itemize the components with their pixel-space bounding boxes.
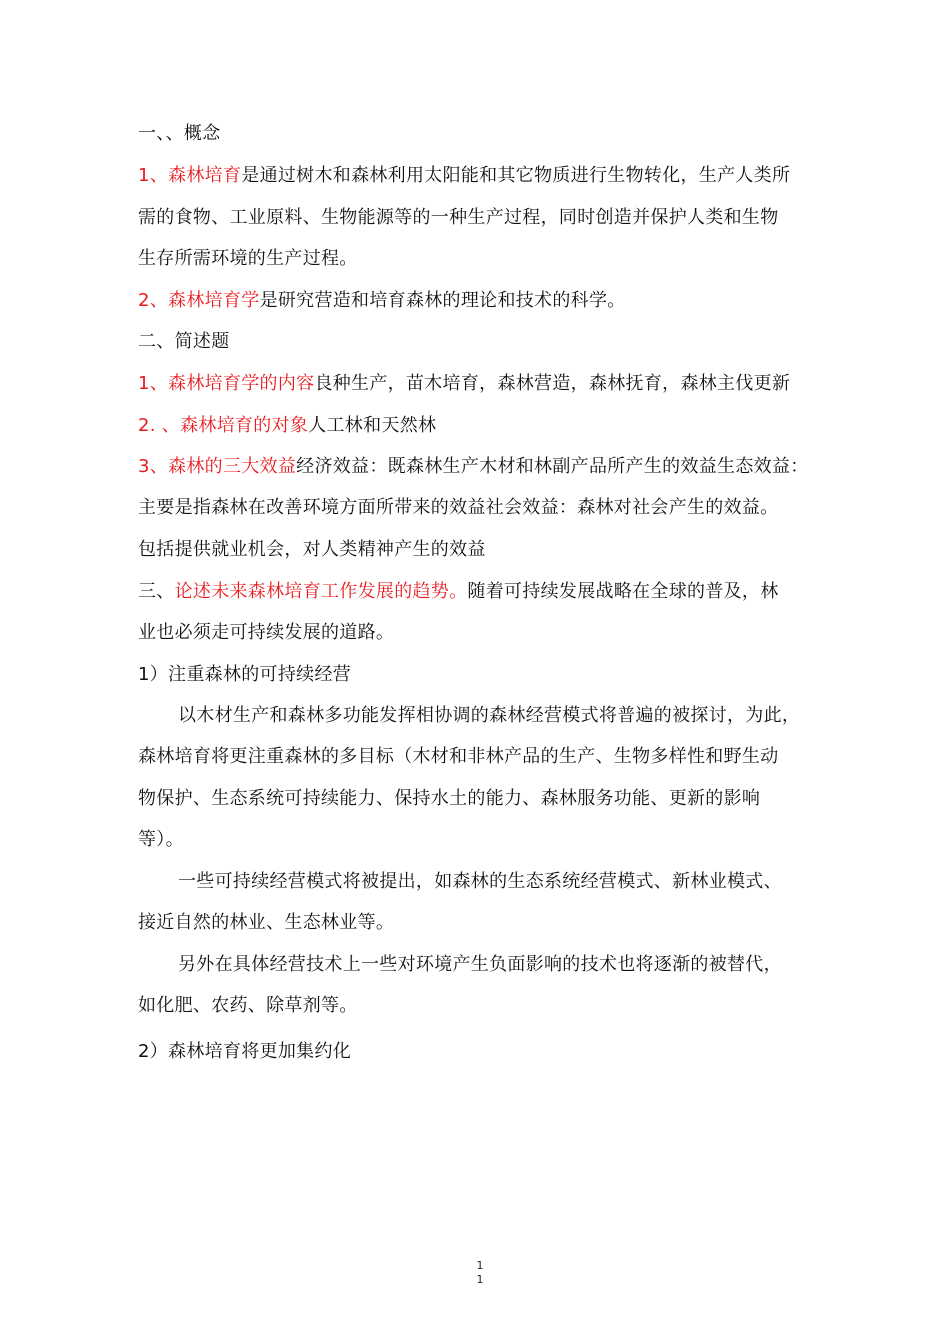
- body-text: 2）森林培育将更加集约化: [138, 1041, 352, 1062]
- paragraph-line: [138, 247, 358, 271]
- body-text: 三、: [138, 581, 175, 602]
- body-text: 主要是指森林在改善环境方面所带来的效益社会效益：森林对社会产生的效益。: [138, 497, 779, 518]
- highlighted-term: 3、森林的三大效益: [138, 456, 297, 477]
- body-text: 是研究营造和培育森林的理论和技术的科学。: [259, 290, 626, 311]
- highlighted-term: 2、森林培育学: [138, 290, 260, 311]
- body-text: 如化肥、农药、除草剂等。: [138, 995, 358, 1016]
- body-text: 生存所需环境的生产过程。: [138, 248, 358, 269]
- body-text: 一些可持续经营模式将被提出，如森林的生态系统经营模式、新林业模式、: [178, 871, 782, 892]
- body-text: 是通过树木和森林利用太阳能和其它物质进行生物转化，生产人类所: [241, 165, 791, 186]
- body-text: 一、、概念: [138, 123, 221, 144]
- paragraph-line: [138, 745, 779, 769]
- page-number-top: 1: [476, 1259, 484, 1272]
- body-text: 业也必须走可持续发展的道路。: [138, 622, 395, 643]
- paragraph-line: [138, 828, 184, 852]
- paragraph-line: [138, 621, 394, 645]
- body-text: 物保护、生态系统可持续能力、保持水土的能力、森林服务功能、更新的影响: [138, 788, 761, 809]
- body-text: 良种生产，苗木培育，森林营造，森林抚育，森林主伐更新: [314, 373, 791, 394]
- body-text: 另外在具体经营技术上一些对环境产生负面影响的技术也将逐渐的被替代，: [178, 954, 782, 975]
- paragraph-line: [138, 414, 436, 438]
- paragraph-line: [178, 870, 782, 894]
- paragraph-line: [138, 206, 779, 230]
- paragraph-line: [178, 953, 782, 977]
- body-text: 以木材生产和森林多功能发挥相协调的森林经营模式将普遍的被探讨，为此，: [178, 705, 801, 726]
- heading-concepts: [138, 122, 221, 146]
- subheading-sustainable: [138, 663, 351, 687]
- highlighted-term: 2. 、森林培育的对象: [138, 415, 309, 436]
- body-text: 包括提供就业机会，对人类精神产生的效益: [138, 539, 486, 560]
- highlighted-term: 1、森林培育学的内容: [138, 373, 315, 394]
- paragraph-line: [138, 289, 626, 313]
- body-text: 随着可持续发展战略在全球的普及，林: [467, 581, 779, 602]
- heading-essay: [138, 580, 779, 604]
- paragraph-line: [178, 704, 800, 728]
- paragraph-line: [138, 496, 779, 520]
- paragraph-line: [138, 164, 790, 188]
- paragraph-line: [138, 911, 394, 935]
- subheading-intensive: [138, 1040, 351, 1064]
- body-text: 接近自然的林业、生态林业等。: [138, 912, 395, 933]
- highlighted-term: 1、森林培育: [138, 165, 242, 186]
- page-number-bottom: 1: [476, 1273, 484, 1286]
- body-text: 人工林和天然林: [308, 415, 437, 436]
- heading-short-answer: [138, 330, 230, 354]
- paragraph-line: [138, 455, 809, 479]
- body-text: 等）。: [138, 829, 184, 850]
- paragraph-line: [138, 994, 358, 1018]
- body-text: 经济效益：既森林生产木材和林副产品所产生的效益生态效益：: [296, 456, 809, 477]
- body-text: 二、简述题: [138, 331, 230, 352]
- body-text: 需的食物、工业原料、生物能源等的一种生产过程，同时创造并保护人类和生物: [138, 207, 779, 228]
- paragraph-line: [138, 538, 486, 562]
- paragraph-line: [138, 787, 760, 811]
- body-text: 森林培育将更注重森林的多目标（木材和非林产品的生产、生物多样性和野生动: [138, 746, 779, 767]
- highlighted-term: 论述未来森林培育工作发展的趋势。: [174, 581, 468, 602]
- body-text: 1）注重森林的可持续经营: [138, 664, 352, 685]
- paragraph-line: [138, 372, 790, 396]
